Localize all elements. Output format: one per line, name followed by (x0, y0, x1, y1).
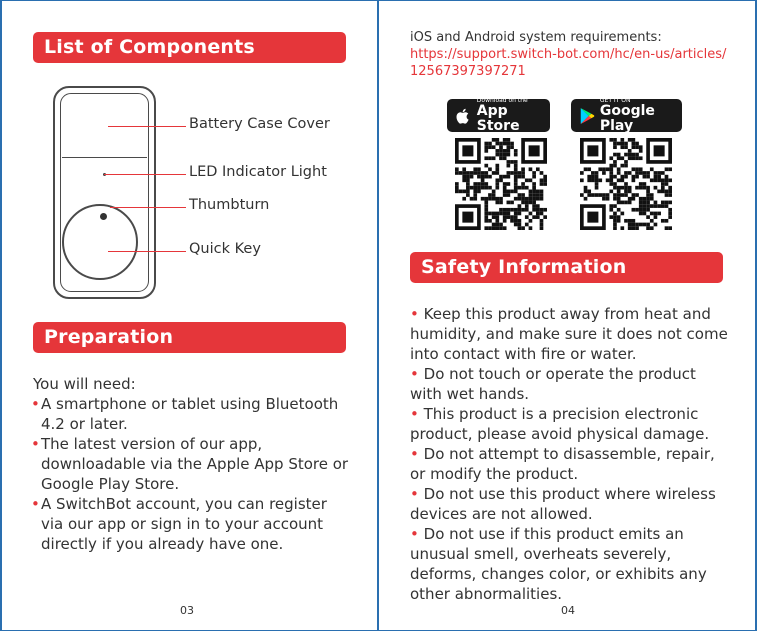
need-item: • The latest version of our app, downloadable via the Apple App Store or Google Play Store. (31, 435, 349, 493)
led-light-label: LED Indicator Light (189, 164, 327, 180)
page-divider (377, 0, 379, 631)
safety-list (410, 304, 730, 604)
requirements-link[interactable]: https://support.switch-bot.com/hc/en-us/articles/12567397397271 (410, 47, 727, 79)
led-leader-line (104, 174, 186, 175)
app-store-text: Download on the App Store (476, 97, 528, 134)
system-requirements (410, 29, 730, 80)
thumbturn-leader-line (110, 207, 186, 208)
safety-item: • Do not use this product where wireless devices are not allowed. (410, 485, 716, 523)
safety-item: • Keep this product away from heat and humidity, and make sure it does not come into contact with fire or water. (410, 305, 728, 363)
battery-cover-label: Battery Case Cover (189, 116, 330, 132)
requirements-text: iOS and Android system requirements: (410, 30, 662, 45)
need-item: • A SwitchBot account, you can register via our app or sign in to your account directly if you already have one. (31, 495, 327, 553)
google-play-text: GET IT ON Google Play (599, 97, 655, 134)
quick-key-label: Quick Key (189, 241, 261, 257)
needs-intro: You will need: (33, 375, 136, 393)
page-number-right: 04 (561, 604, 575, 617)
google-play-qr-code (580, 138, 672, 230)
safety-item: • Do not attempt to disassemble, repair, or modify the product. (410, 445, 715, 483)
apple-icon (455, 106, 472, 126)
google-play-badge[interactable] (571, 99, 682, 132)
safety-item: • This product is a precision electronic product, please avoid physical damage. (410, 405, 710, 443)
quick-key-dot (100, 213, 107, 220)
safety-item: • Do not use if this product emits an unusual smell, overheats severely, deforms, changes color, or exhibits any other abnormalities. (410, 525, 707, 603)
battery-cover-seam (62, 157, 147, 158)
needs-list (33, 374, 349, 554)
need-item: • A smartphone or tablet using Bluetooth 4.2 or later. (31, 395, 339, 433)
battery-leader-line (108, 126, 186, 127)
app-store-badge[interactable] (447, 99, 550, 132)
safety-heading: Safety Information (410, 252, 723, 283)
quick-key-leader-line (108, 251, 186, 252)
lock-device-diagram (53, 86, 156, 299)
preparation-heading: Preparation (33, 322, 346, 353)
app-store-qr-code (455, 138, 547, 230)
safety-item: • Do not touch or operate the product with wet hands. (410, 365, 696, 403)
components-heading: List of Components (33, 32, 346, 63)
page-number-left: 03 (180, 604, 194, 617)
google-play-icon (579, 106, 595, 126)
thumbturn-label: Thumbturn (189, 197, 270, 213)
